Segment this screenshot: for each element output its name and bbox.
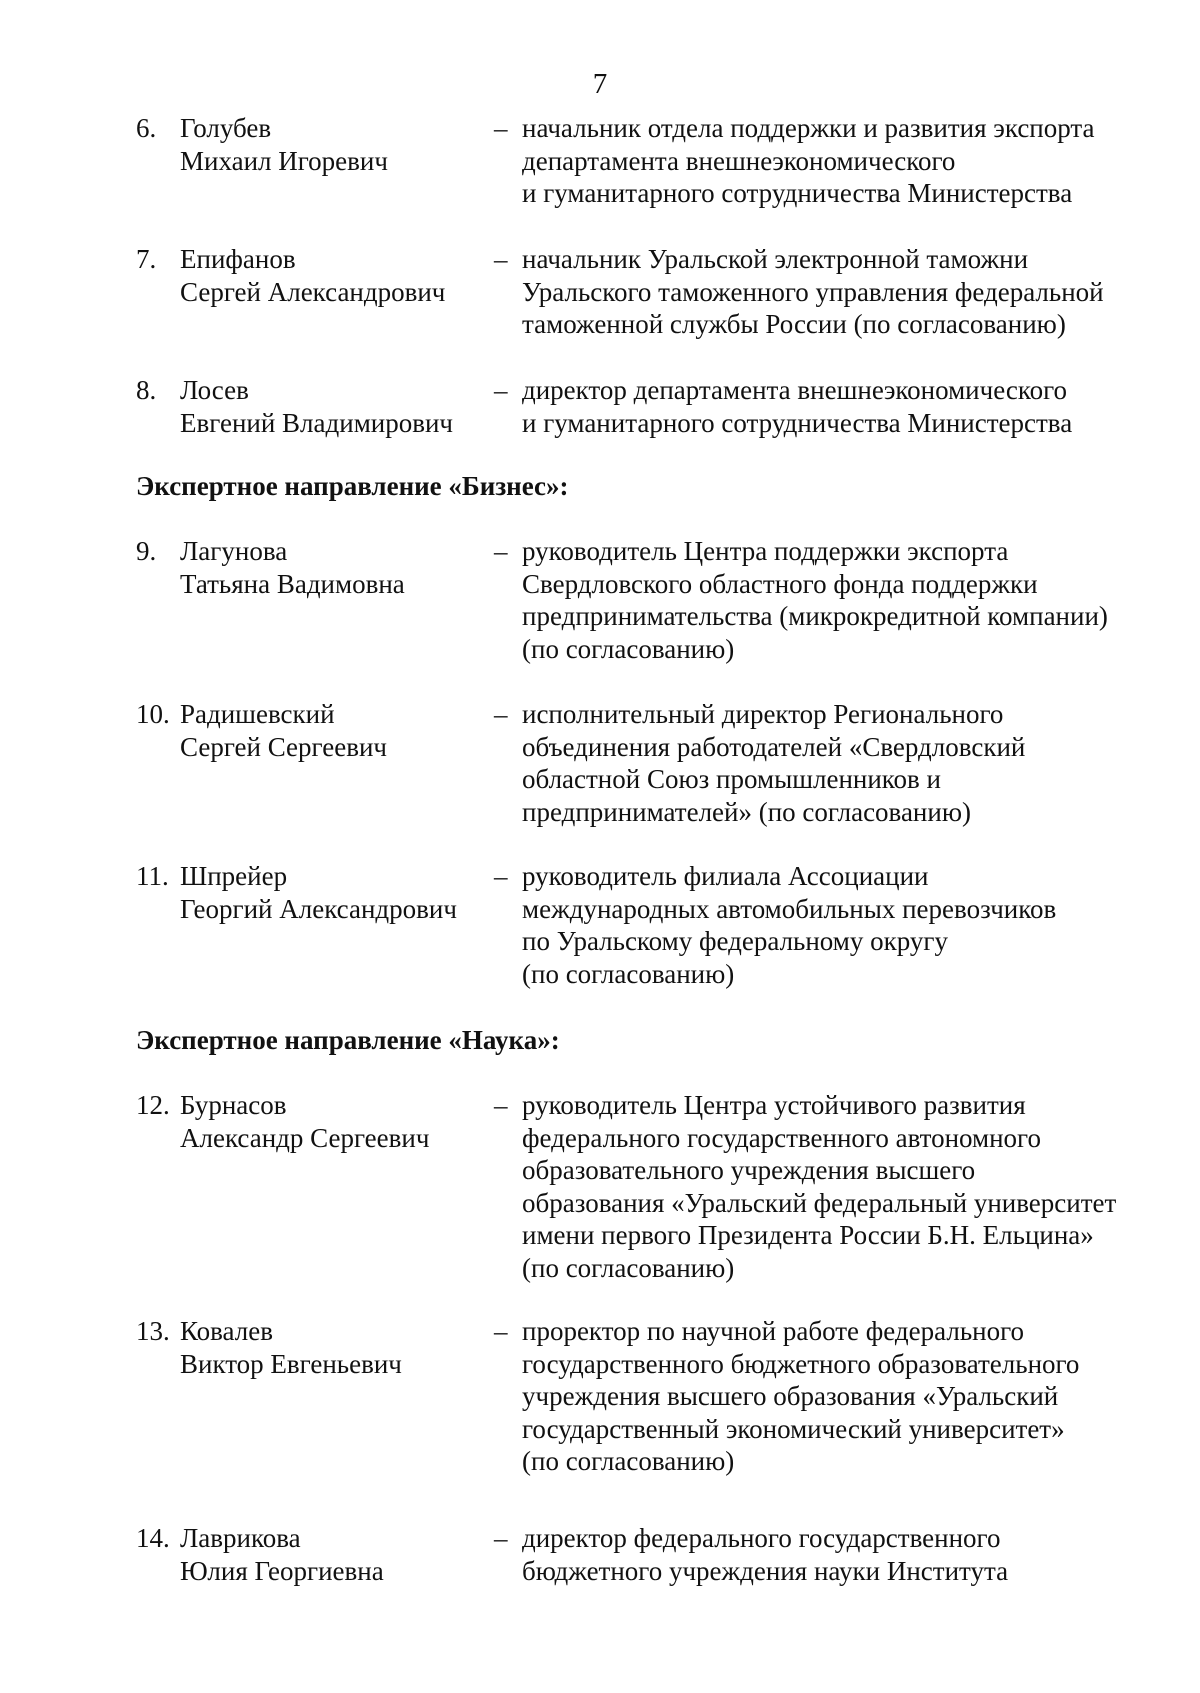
position-line: имени первого Президента России Б.Н. Ельцина» xyxy=(522,1220,1094,1250)
member-number: 10. xyxy=(136,699,170,729)
member-position xyxy=(522,243,1162,341)
member-surname: Шпрейер xyxy=(180,861,288,891)
member-surname: Лосев xyxy=(180,375,249,405)
dash-separator: – xyxy=(494,699,508,729)
position-line: руководитель Центра устойчивого развития xyxy=(522,1090,1026,1120)
position-line: образования «Уральский федеральный университет xyxy=(522,1187,1117,1218)
position-line: предпринимательства (микрокредитной компании) xyxy=(522,601,1108,631)
position-line: федерального государственного автономного xyxy=(522,1122,1041,1153)
member-surname: Радишевский xyxy=(180,699,335,729)
member-name xyxy=(180,535,490,600)
position-line: областной Союз промышленников и xyxy=(522,764,942,794)
member-position xyxy=(522,1315,1162,1478)
member-given-names: Татьяна Вадимовна xyxy=(180,568,405,599)
position-line: директор департамента внешнеэкономического xyxy=(522,375,1067,405)
page-number: 7 xyxy=(592,68,608,100)
position-line: (по согласованию) xyxy=(522,1252,735,1283)
position-line: директор федерального государственного xyxy=(522,1523,1001,1553)
position-line: государственного бюджетного образовательного xyxy=(522,1348,1080,1379)
position-line: бюджетного учреждения науки Института xyxy=(522,1555,1009,1586)
member-given-names: Александр Сергеевич xyxy=(180,1122,430,1153)
dash-separator: – xyxy=(494,1523,508,1553)
position-line: предпринимателей» (по согласованию) xyxy=(522,796,971,827)
member-number: 11. xyxy=(136,861,169,891)
member-number: 13. xyxy=(136,1316,170,1346)
member-position xyxy=(522,698,1162,828)
position-line: начальник отдела поддержки и развития экспорта xyxy=(522,113,1095,143)
position-line: и гуманитарного сотрудничества Министерства xyxy=(522,407,1073,438)
member-position xyxy=(522,112,1162,210)
member-name xyxy=(180,1089,490,1154)
position-line: руководитель филиала Ассоциации xyxy=(522,861,929,891)
dash-separator: – xyxy=(494,375,508,405)
member-position xyxy=(522,1522,1162,1587)
dash-separator: – xyxy=(494,536,508,566)
member-given-names: Евгений Владимирович xyxy=(180,407,454,438)
position-line: (по согласованию) xyxy=(522,958,735,989)
member-number: 7. xyxy=(136,244,157,274)
dash-separator: – xyxy=(494,113,508,143)
member-number: 14. xyxy=(136,1523,170,1553)
member-given-names: Михаил Игоревич xyxy=(180,145,388,176)
member-name xyxy=(180,1522,490,1587)
member-position xyxy=(522,535,1162,665)
member-number: 8. xyxy=(136,375,157,405)
member-name xyxy=(180,698,490,763)
position-line: таможенной службы России (по согласованию) xyxy=(522,309,1066,339)
member-number: 9. xyxy=(136,536,157,566)
member-surname: Лагунова xyxy=(180,536,288,566)
position-line: департамента внешнеэкономического xyxy=(522,145,956,176)
member-position xyxy=(522,1089,1162,1284)
position-line: по Уральскому федеральному округу xyxy=(522,926,948,956)
dash-separator: – xyxy=(494,1090,508,1120)
member-name xyxy=(180,243,490,308)
member-surname: Голубев xyxy=(180,113,272,143)
member-given-names: Сергей Сергеевич xyxy=(180,731,388,762)
position-line: проректор по научной работе федерального xyxy=(522,1316,1024,1346)
position-line: (по согласованию) xyxy=(522,1446,735,1476)
position-line: государственный экономический университет» xyxy=(522,1413,1065,1444)
position-line: международных автомобильных перевозчиков xyxy=(522,893,1057,924)
member-given-names: Юлия Георгиевна xyxy=(180,1555,384,1586)
member-position xyxy=(522,374,1162,439)
member-number: 12. xyxy=(136,1090,170,1120)
position-line: образовательного учреждения высшего xyxy=(522,1155,976,1185)
position-line: объединения работодателей «Свердловский xyxy=(522,731,1026,762)
position-line: руководитель Центра поддержки экспорта xyxy=(522,536,1009,566)
position-line: исполнительный директор Регионального xyxy=(522,699,1004,729)
section-heading-science: Экспертное направление «Наука»: xyxy=(136,1025,560,1055)
member-surname: Епифанов xyxy=(180,244,296,274)
position-line: учреждения высшего образования «Уральский xyxy=(522,1381,1059,1411)
position-line: и гуманитарного сотрудничества Министерства xyxy=(522,178,1073,208)
member-name xyxy=(180,860,490,925)
position-line: Уральского таможенного управления федеральной xyxy=(522,276,1104,307)
member-position xyxy=(522,860,1162,990)
position-line: начальник Уральской электронной таможни xyxy=(522,244,1029,274)
dash-separator: – xyxy=(494,1316,508,1346)
member-given-names: Виктор Евгеньевич xyxy=(180,1348,402,1379)
position-line: (по согласованию) xyxy=(522,633,735,664)
member-given-names: Георгий Александрович xyxy=(180,893,457,924)
position-line: Свердловского областного фонда поддержки xyxy=(522,568,1038,599)
member-surname: Ковалев xyxy=(180,1316,273,1346)
member-name xyxy=(180,374,490,439)
member-surname: Лаврикова xyxy=(180,1523,301,1553)
dash-separator: – xyxy=(494,244,508,274)
member-number: 6. xyxy=(136,113,157,143)
member-surname: Бурнасов xyxy=(180,1090,287,1120)
member-name xyxy=(180,1315,490,1380)
member-name xyxy=(180,112,490,177)
dash-separator: – xyxy=(494,861,508,891)
section-heading-business: Экспертное направление «Бизнес»: xyxy=(136,471,569,501)
member-given-names: Сергей Александрович xyxy=(180,276,446,307)
